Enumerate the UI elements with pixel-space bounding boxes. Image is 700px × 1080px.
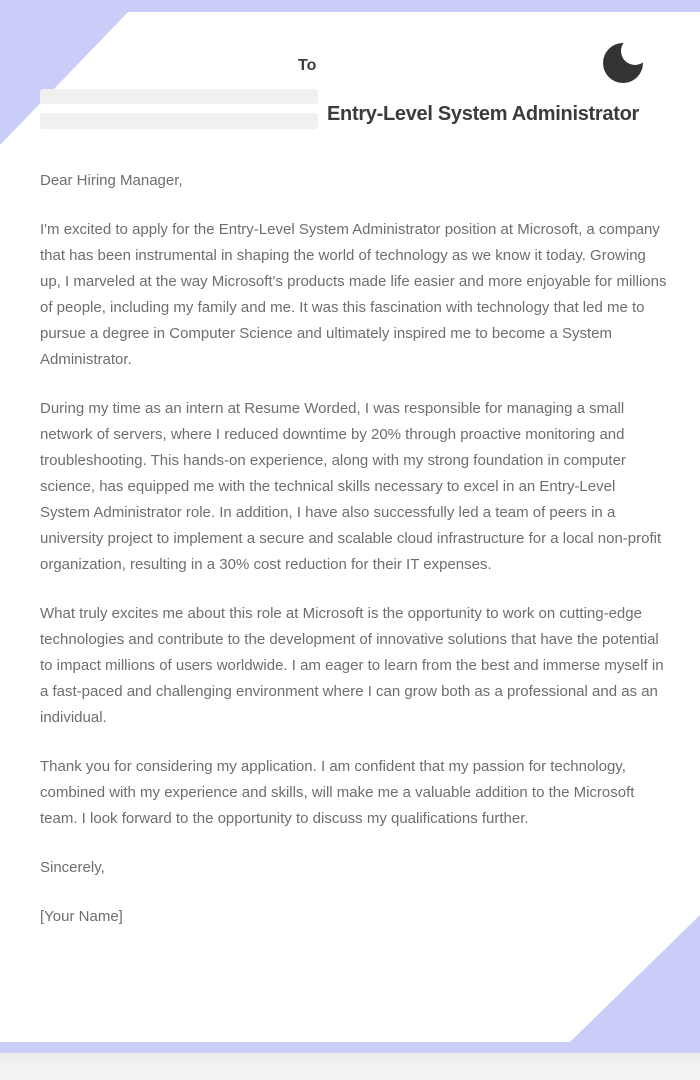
letter-paragraph: Thank you for considering my application. I am confident that my passion for technology, combined with my experience and skills, will make me a valuable addition to the Microsoft team. I look forward to the opportunity to discuss my qualifications further. <box>40 758 635 827</box>
signature-placeholder: [Your Name] <box>40 908 123 925</box>
closing-line: Sincerely, <box>40 859 105 876</box>
job-title-heading: Entry-Level System Administrator <box>327 103 639 125</box>
recipient-placeholder-bar <box>40 113 318 129</box>
cover-letter-body <box>40 168 668 953</box>
recipient-placeholder-bar <box>40 89 318 104</box>
letter-paragraph: I'm excited to apply for the Entry-Level System Administrator position at Microsoft, a company that has been instrumental in shaping the world of technology as we know it today. Growing up, I marveled at the way Microsoft's products made life easier and more enjoyable for millions of people, including my family and me. It was this fascination with technology that led me to pursue a degree in Computer Science and ultimately inspired me to become a System Administrator. <box>40 221 667 368</box>
moon-icon <box>603 40 647 84</box>
footer-strip <box>0 1053 700 1080</box>
recipient-to-label: To <box>298 57 317 74</box>
letter-paragraph: During my time as an intern at Resume Worded, I was responsible for managing a small network of servers, where I reduced downtime by 20% through proactive monitoring and troubleshooting. This hands-on experience, along with my strong foundation in computer science, has equipped me with the technical skills necessary to excel in an Entry-Level System Administrator role. In addition, I have also successfully led a team of peers in a university project to implement a secure and scalable cloud infrastructure for a local non-profit organization, resulting in a 30% cost reduction for their IT expenses. <box>40 400 662 573</box>
salutation: Dear Hiring Manager, <box>40 172 183 189</box>
letter-paragraph: What truly excites me about this role at Microsoft is the opportunity to work on cutting-edge technologies and contribute to the development of innovative solutions that have the potential to impact millions of users worldwide. I am eager to learn from the best and immerse myself in a fast-paced and challenging environment where I can grow both as a professional and as an individual. <box>40 605 664 726</box>
